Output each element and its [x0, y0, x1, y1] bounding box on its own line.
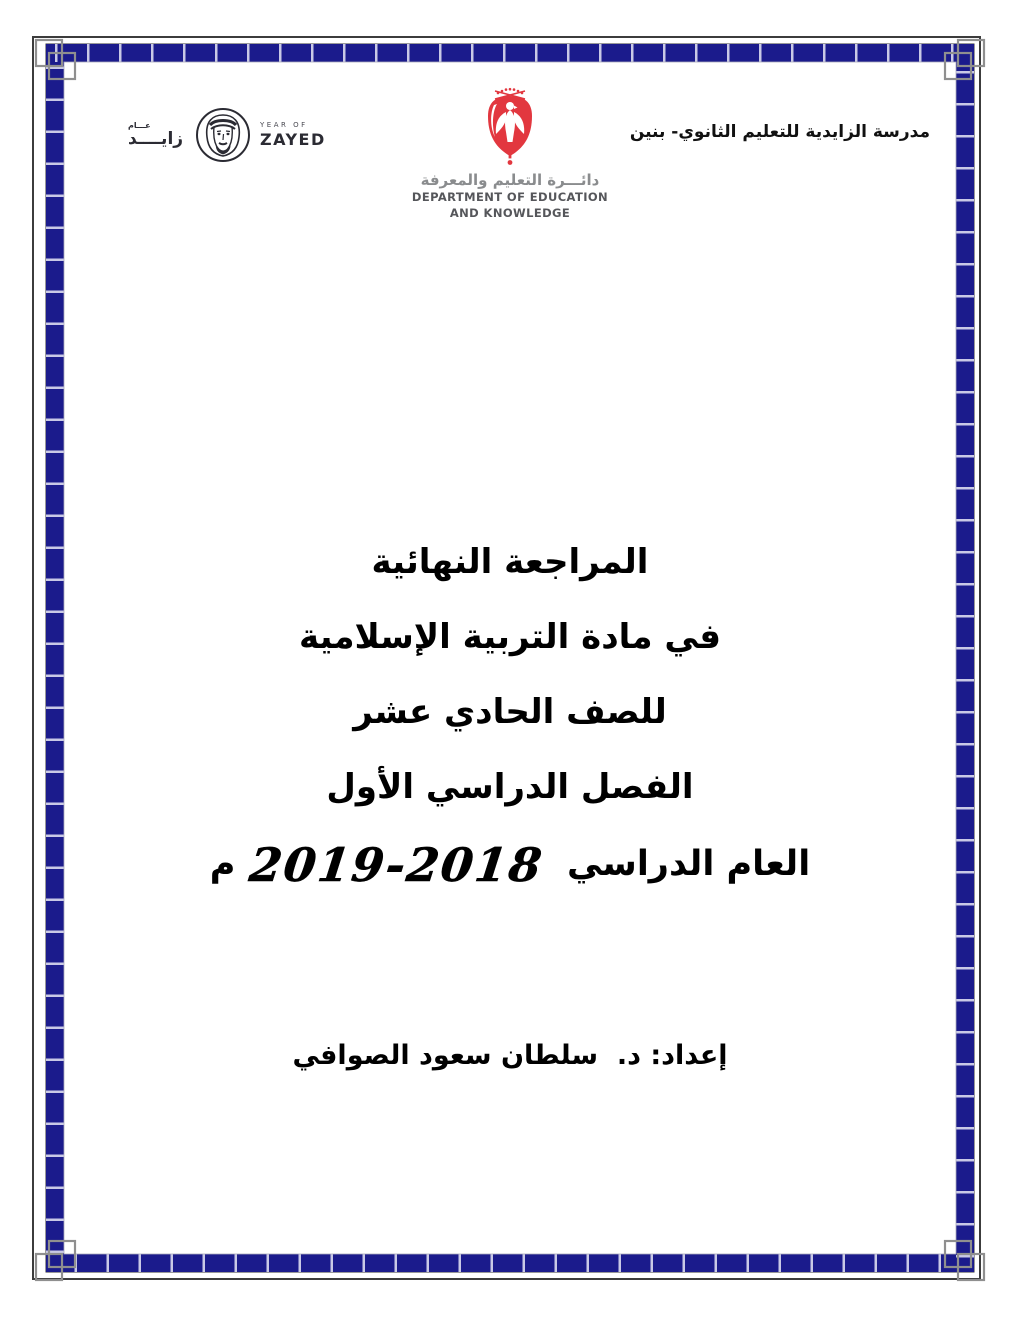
title-line-1: المراجعة النهائية [371, 542, 649, 582]
adek-logo [370, 86, 650, 221]
academic-year-line [0, 838, 1020, 892]
zayed-arabic-main-label: زايــــد [128, 128, 184, 149]
adek-arabic-name: دائـــرة التعليم والمعرفة [420, 171, 600, 189]
year-of-zayed-logo [128, 100, 326, 170]
title-line-2: في مادة التربية الإسلامية [299, 617, 721, 657]
title-line-4: الفصل الدراسي الأول [326, 767, 694, 807]
zayed-label: ZAYED [260, 130, 326, 150]
year-of-label: YEAR OF [260, 121, 308, 130]
academic-year-digits: 2019-2018 [246, 838, 547, 892]
zayed-arabic-wordmark [128, 122, 186, 149]
adek-crest-icon [478, 86, 542, 170]
school-name: مدرسة الزايدية للتعليم الثانوي- بنين [629, 122, 930, 142]
adek-english-name-line2: AND KNOWLEDGE [449, 206, 571, 221]
prepared-by-line: إعداد: د. سلطان سعود الصوافي [292, 1040, 728, 1071]
zayed-portrait-icon [195, 107, 251, 163]
zayed-english-wordmark [260, 121, 326, 148]
title-line-3: للصف الحادي عشر [353, 692, 667, 732]
academic-year-prefix: العام الدراسي [566, 844, 811, 884]
zayed-arabic-top-label: عـــام [128, 120, 151, 130]
adek-english-name-line1: DEPARTMENT OF EDUCATION [411, 190, 609, 204]
academic-year-suffix: م [209, 844, 236, 884]
